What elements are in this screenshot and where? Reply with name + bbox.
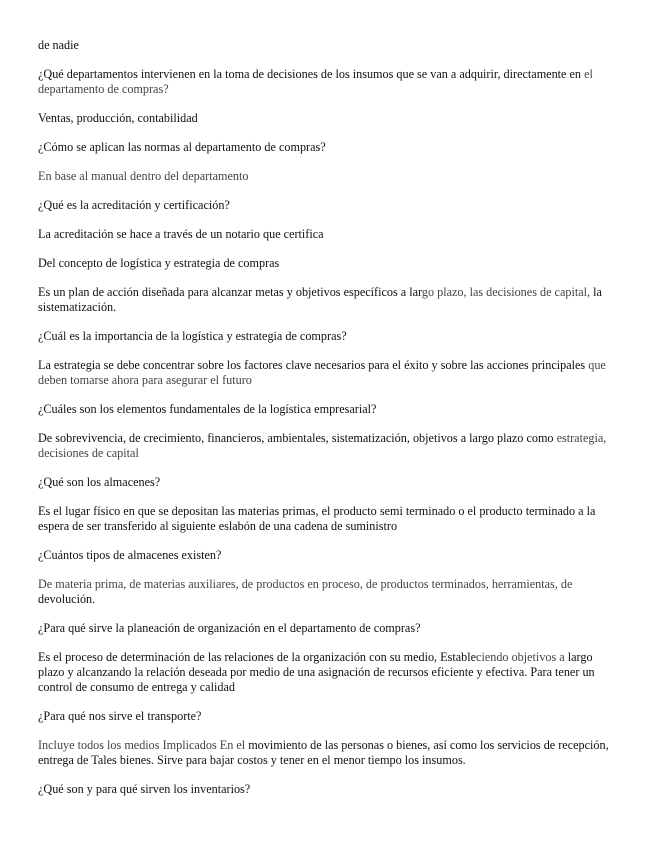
answer-logistics-concept: Es un plan de acción diseñada para alcanzar metas y objetivos específicos a largo plazo, las decisiones de capital, la sistematización. (38, 285, 602, 314)
answer-departments: Ventas, producción, contabilidad (38, 111, 198, 125)
question-norms: ¿Cómo se aplican las normas al departamento de compras? (38, 140, 326, 154)
question-departments: ¿Qué departamentos intervienen en la toma de decisiones de los insumos que se van a adquirir, directamente en el departamento de compras? (38, 67, 593, 96)
question-warehouses: ¿Qué son los almacenes? (38, 475, 161, 489)
answer-warehouse-types: De materia prima, de materias auxiliares, de productos en proceso, de productos terminados, herramientas, de devolución. (38, 577, 573, 606)
question-transport: ¿Para qué nos sirve el transporte? (38, 709, 202, 723)
answer-importance: La estrategia se debe concentrar sobre los factores clave necesarios para el éxito y sobre las acciones principales que deben tomarse ahora para asegurar el futuro (38, 358, 606, 387)
answer-norms: En base al manual dentro del departamento (38, 169, 249, 183)
answer-transport: Incluye todos los medios Implicados En el movimiento de las personas o bienes, así como los servicios de recepción, entrega de Tales bienes. Sirve para bajar costos y tener en el menor tiempo los insumos. (38, 738, 609, 767)
question-planning: ¿Para qué sirve la planeación de organización en el departamento de compras? (38, 621, 421, 635)
question-inventories: ¿Qué son y para qué sirven los inventarios? (38, 782, 251, 796)
question-warehouse-types: ¿Cuántos tipos de almacenes existen? (38, 548, 222, 562)
answer-elements: De sobrevivencia, de crecimiento, financieros, ambientales, sistematización, objetivos a largo plazo como estrategia, decisiones de capital (38, 431, 607, 460)
paragraph-1: de nadie (38, 38, 79, 52)
question-elements: ¿Cuáles son los elementos fundamentales de la logística empresarial? (38, 402, 377, 416)
heading-logistics-concept: Del concepto de logística y estrategia de compras (38, 256, 280, 270)
document-page (38, 38, 618, 811)
answer-planning: Es el proceso de determinación de las relaciones de la organización con su medio, Estableciendo objetivos a largo plazo y alcanzando la relación deseada por medio de una asignación de recursos eficiente y efectiva. Para tener un control de consumo de entrega y calidad (38, 650, 595, 694)
question-importance: ¿Cuál es la importancia de la logística y estrategia de compras? (38, 329, 347, 343)
question-accreditation: ¿Qué es la acreditación y certificación? (38, 198, 230, 212)
answer-accreditation: La acreditación se hace a través de un notario que certifica (38, 227, 324, 241)
answer-warehouses: Es el lugar físico en que se depositan las materias primas, el producto semi terminado o el producto terminado a la espera de ser transferido al siguiente eslabón de una cadena de suministro (38, 504, 596, 533)
